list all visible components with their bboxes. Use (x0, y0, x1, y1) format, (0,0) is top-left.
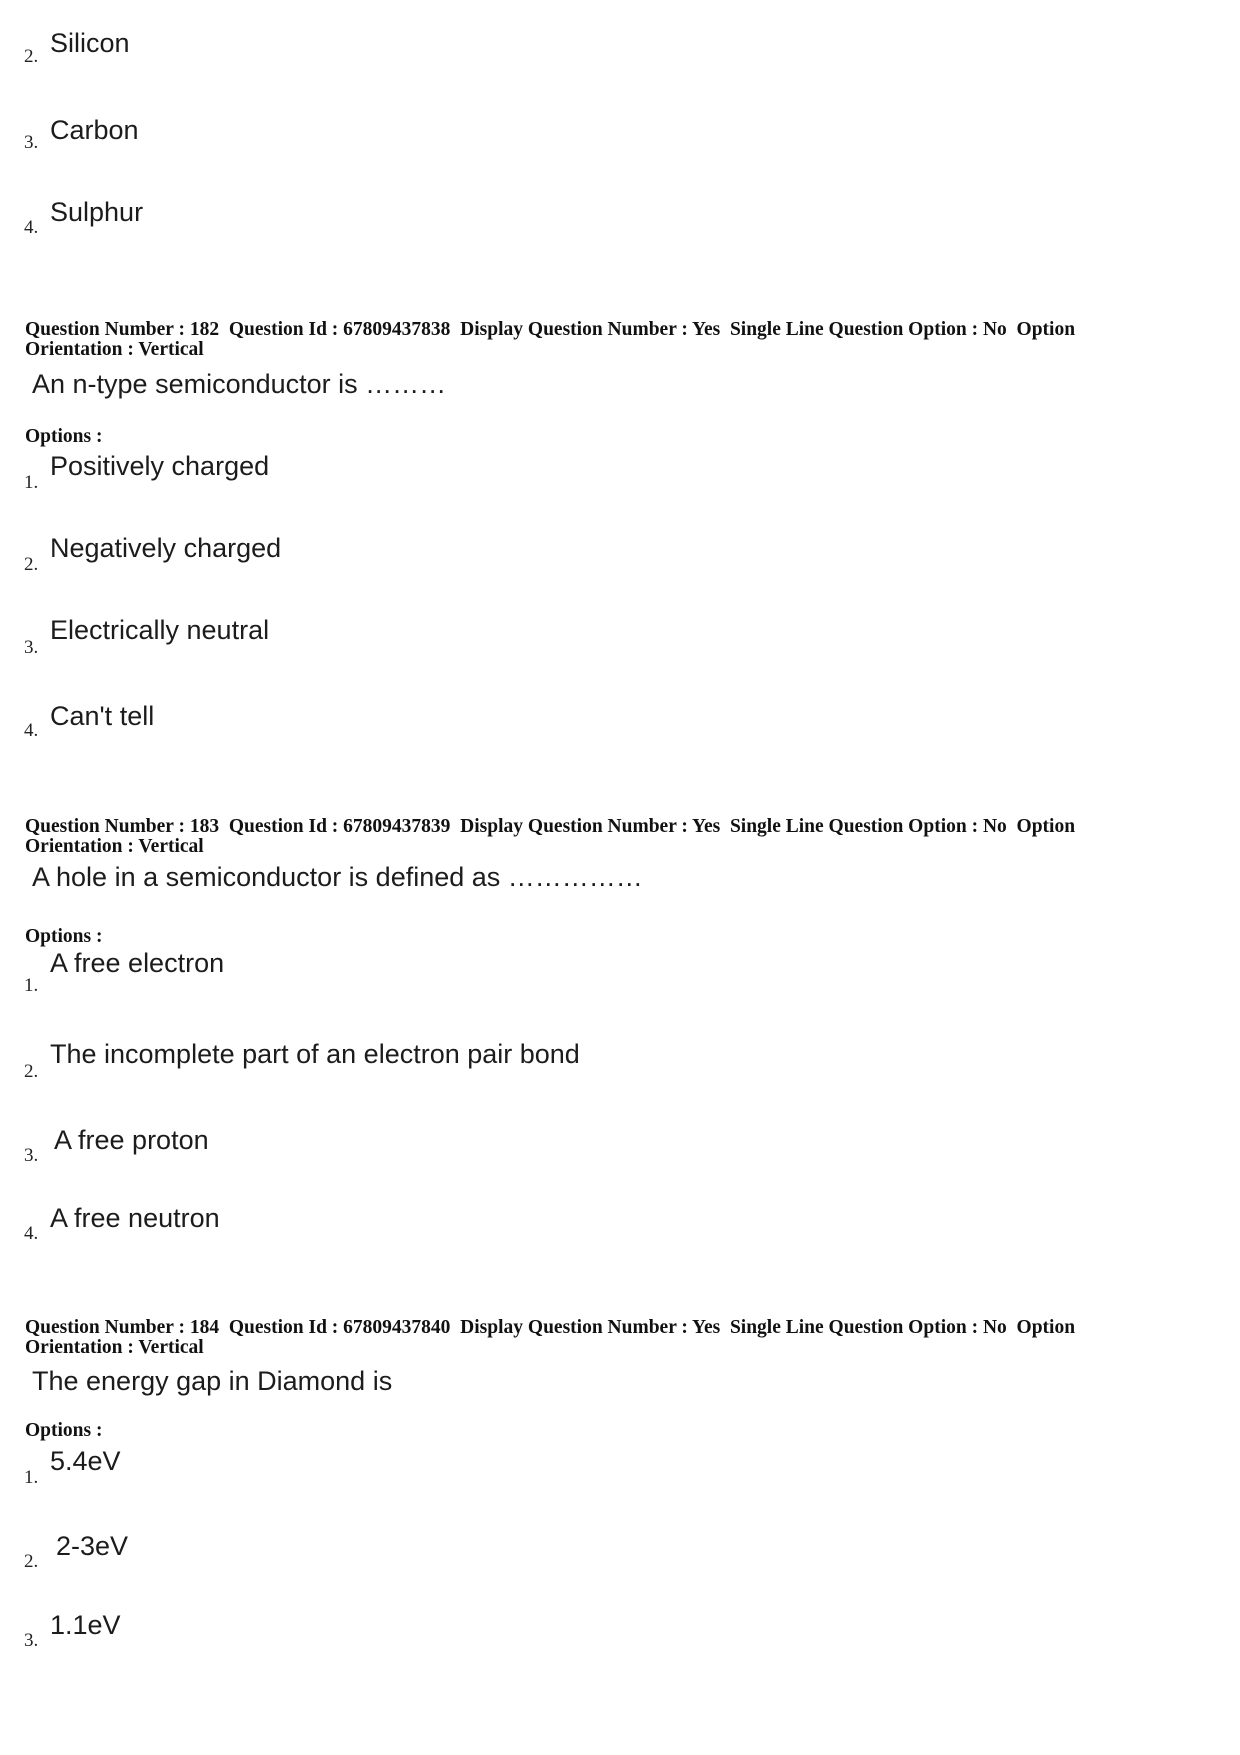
option-text: Carbon (50, 115, 139, 145)
option-text: Silicon (50, 28, 130, 58)
option-number: 3. (24, 637, 39, 658)
option-text: Can't tell (50, 701, 155, 731)
option-number: 2. (24, 1551, 39, 1572)
option-text: The incomplete part of an electron pair bond (50, 1039, 580, 1069)
option-text: A free electron (50, 948, 225, 978)
option-number: 1. (24, 1467, 39, 1488)
question-header-line: Question Number : 184 Question Id : 67809437840 Display Question Number : Yes Single Line Question Option : No Option (25, 1317, 1076, 1338)
option-number: 3. (24, 1630, 39, 1651)
options-label: Options : (25, 1420, 103, 1441)
option-number: 2. (24, 1061, 39, 1082)
option-number: 2. (24, 554, 39, 575)
option-text: Negatively charged (50, 533, 282, 563)
question-header-line: Question Number : 183 Question Id : 67809437839 Display Question Number : Yes Single Line Question Option : No Option (25, 816, 1076, 837)
question-header (25, 320, 1215, 360)
question-header-line: Question Number : 182 Question Id : 67809437838 Display Question Number : Yes Single Line Question Option : No Option (25, 319, 1076, 340)
option-text: 1.1eV (50, 1610, 121, 1640)
question-header-line: Orientation : Vertical (25, 339, 204, 360)
option-text: Electrically neutral (50, 615, 270, 645)
option-number: 2. (24, 46, 39, 67)
option-number: 1. (24, 472, 39, 493)
question-header (25, 817, 1215, 857)
question-text: A hole in a semiconductor is defined as …………… (32, 862, 643, 892)
question-text: An n-type semiconductor is ……… (32, 369, 447, 399)
option-text: Sulphur (50, 197, 144, 227)
question-header-line: Orientation : Vertical (25, 836, 204, 857)
option-number: 3. (24, 132, 39, 153)
option-text: A free proton (54, 1125, 209, 1155)
option-number: 4. (24, 1223, 39, 1244)
option-text: 2-3eV (56, 1531, 129, 1561)
question-text: The energy gap in Diamond is (32, 1366, 393, 1396)
question-header-line: Orientation : Vertical (25, 1337, 204, 1358)
question-header (25, 1318, 1215, 1358)
options-label: Options : (25, 926, 103, 947)
option-number: 4. (24, 217, 39, 238)
option-number: 4. (24, 720, 39, 741)
option-text: 5.4eV (50, 1446, 121, 1476)
option-number: 3. (24, 1145, 39, 1166)
option-number: 1. (24, 975, 39, 996)
option-text: Positively charged (50, 451, 270, 481)
options-label: Options : (25, 426, 103, 447)
option-text: A free neutron (50, 1203, 220, 1233)
